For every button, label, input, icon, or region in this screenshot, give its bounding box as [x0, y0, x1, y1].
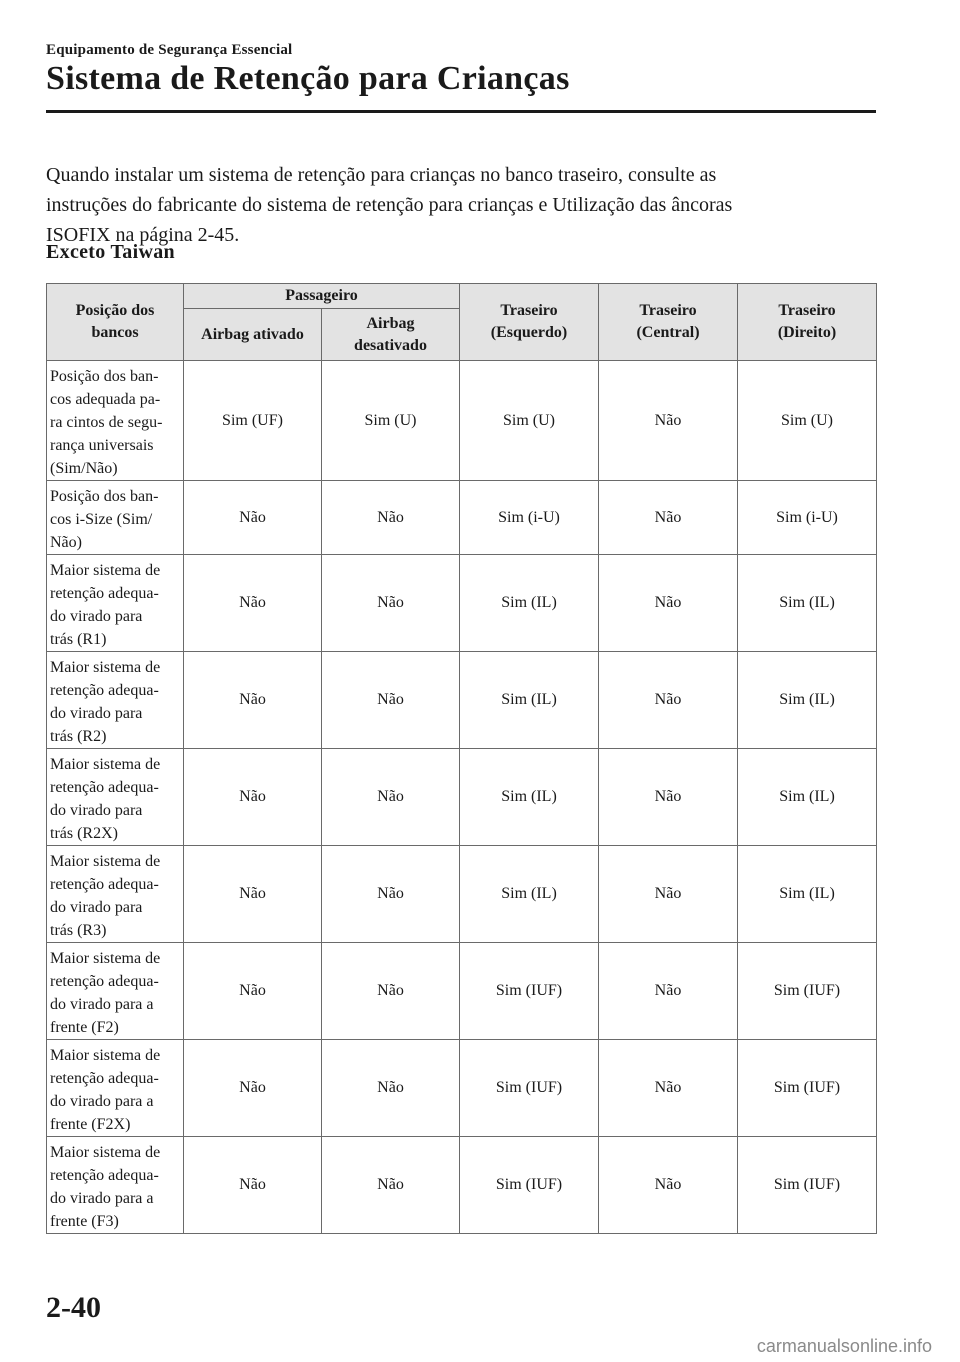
watermark: carmanualsonline.info — [756, 1336, 932, 1356]
table-cell: Sim (IUF) — [460, 1137, 599, 1234]
table-cell: Sim (IUF) — [460, 1040, 599, 1137]
table-cell: Não — [599, 943, 738, 1040]
table-cell: Sim (IUF) — [460, 943, 599, 1040]
table-cell: Sim (IUF) — [738, 943, 877, 1040]
row-label — [47, 1137, 184, 1234]
header-seat-position: Posição dos bancos — [47, 284, 184, 361]
header-rear-center: Traseiro (Central) — [599, 284, 738, 361]
table-row — [47, 846, 877, 943]
intro-line: Quando instalar um sistema de retenção para crianças no banco traseiro, consulte as — [46, 164, 717, 186]
table-cell: Sim (IUF) — [738, 1137, 877, 1234]
row-label-line: retenção adequa- — [50, 1070, 159, 1087]
table-cell: Não — [599, 652, 738, 749]
row-label-line: ra cintos de segu- — [50, 414, 163, 431]
row-label-line: do virado para — [50, 705, 143, 722]
row-label-line: Posição dos ban- — [50, 488, 159, 505]
page-title: Sistema de Retenção para Crianças — [46, 60, 570, 97]
table-row — [47, 555, 877, 652]
row-label-line: frente (F3) — [50, 1213, 119, 1230]
table-row — [47, 652, 877, 749]
table-cell: Não — [322, 1040, 460, 1137]
row-label-line: frente (F2X) — [50, 1116, 131, 1133]
table-cell: Não — [322, 846, 460, 943]
row-label-line: trás (R2) — [50, 728, 107, 745]
header-passenger: Passageiro — [184, 284, 460, 309]
intro-line: instruções do fabricante do sistema de retenção para crianças e Utilização das âncoras — [46, 194, 733, 216]
page-number: 2-40 — [46, 1291, 101, 1324]
row-label-line: Maior sistema de — [50, 853, 161, 870]
table-cell: Não — [184, 481, 322, 555]
row-label-line: rança universais — [50, 437, 154, 454]
table-cell: Não — [322, 943, 460, 1040]
row-label-line: do virado para a — [50, 996, 154, 1013]
table-cell: Não — [322, 481, 460, 555]
row-label-line: Maior sistema de — [50, 950, 161, 967]
table-cell: Sim (IL) — [738, 749, 877, 846]
intro-line: ISOFIX na página 2-45. — [46, 224, 240, 246]
table-cell: Sim (IL) — [460, 652, 599, 749]
row-label-line: Maior sistema de — [50, 1144, 161, 1161]
row-label-line: Não) — [50, 534, 82, 551]
row-label-line: retenção adequa- — [50, 585, 159, 602]
table-row — [47, 361, 877, 481]
table-cell: Não — [599, 361, 738, 481]
seat-compatibility-table — [46, 283, 877, 1234]
table-cell: Não — [184, 943, 322, 1040]
row-label-line: (Sim/Não) — [50, 460, 118, 477]
table-cell: Sim (U) — [322, 361, 460, 481]
table-cell: Sim (U) — [460, 361, 599, 481]
table-row — [47, 749, 877, 846]
row-label-line: do virado para — [50, 608, 143, 625]
table-cell: Sim (IL) — [738, 652, 877, 749]
header-rear-left: Traseiro (Esquerdo) — [460, 284, 599, 361]
row-label-line: do virado para a — [50, 1093, 154, 1110]
row-label-line: do virado para — [50, 802, 143, 819]
table-row — [47, 1040, 877, 1137]
table-cell: Não — [599, 1040, 738, 1137]
header-rear-right: Traseiro (Direito) — [738, 284, 877, 361]
row-label — [47, 652, 184, 749]
row-label — [47, 943, 184, 1040]
table-body — [47, 361, 877, 1234]
row-label-line: retenção adequa- — [50, 876, 159, 893]
table-cell: Sim (IUF) — [738, 1040, 877, 1137]
table-cell: Sim (IL) — [460, 555, 599, 652]
table-cell: Sim (IL) — [738, 846, 877, 943]
table-cell: Não — [599, 846, 738, 943]
table-cell: Sim (IL) — [460, 749, 599, 846]
subheading: Exceto Taiwan — [46, 241, 175, 263]
table-cell: Não — [184, 652, 322, 749]
table-cell: Não — [599, 749, 738, 846]
row-label-line: retenção adequa- — [50, 973, 159, 990]
table-cell: Sim (i-U) — [738, 481, 877, 555]
table-cell: Não — [599, 481, 738, 555]
header-airbag-off: Airbag desativado — [322, 309, 460, 361]
table-row — [47, 1137, 877, 1234]
table-cell: Sim (i-U) — [460, 481, 599, 555]
row-label-line: frente (F2) — [50, 1019, 119, 1036]
header-airbag-on: Airbag ativado — [184, 309, 322, 361]
row-label-line: trás (R3) — [50, 922, 107, 939]
row-label — [47, 481, 184, 555]
row-label-line: cos adequada pa- — [50, 391, 161, 408]
row-label — [47, 749, 184, 846]
table-cell: Não — [184, 1040, 322, 1137]
row-label-line: trás (R1) — [50, 631, 107, 648]
table-row — [47, 481, 877, 555]
intro-paragraph — [46, 160, 876, 250]
table-cell: Não — [322, 652, 460, 749]
table-cell: Não — [322, 749, 460, 846]
table-cell: Não — [322, 1137, 460, 1234]
table-row — [47, 943, 877, 1040]
row-label-line: Posição dos ban- — [50, 368, 159, 385]
table-cell: Sim (U) — [738, 361, 877, 481]
row-label-line: trás (R2X) — [50, 825, 118, 842]
row-label-line: do virado para — [50, 899, 143, 916]
row-label — [47, 361, 184, 481]
title-rule — [46, 110, 876, 113]
table-cell: Sim (IL) — [738, 555, 877, 652]
table-cell: Não — [599, 1137, 738, 1234]
row-label-line: do virado para a — [50, 1190, 154, 1207]
table-cell: Sim (IL) — [460, 846, 599, 943]
row-label-line: cos i-Size (Sim/ — [50, 511, 153, 528]
table-cell: Não — [322, 555, 460, 652]
row-label-line: Maior sistema de — [50, 562, 161, 579]
row-label — [47, 555, 184, 652]
row-label — [47, 846, 184, 943]
row-label-line: retenção adequa- — [50, 682, 159, 699]
table-cell: Sim (UF) — [184, 361, 322, 481]
table-cell: Não — [184, 749, 322, 846]
table-cell: Não — [184, 846, 322, 943]
row-label-line: Maior sistema de — [50, 1047, 161, 1064]
section-label: Equipamento de Segurança Essencial — [46, 42, 293, 58]
table-cell: Não — [184, 1137, 322, 1234]
table-cell: Não — [184, 555, 322, 652]
row-label — [47, 1040, 184, 1137]
table-cell: Não — [599, 555, 738, 652]
row-label-line: Maior sistema de — [50, 659, 161, 676]
row-label-line: retenção adequa- — [50, 1167, 159, 1184]
row-label-line: retenção adequa- — [50, 779, 159, 796]
row-label-line: Maior sistema de — [50, 756, 161, 773]
